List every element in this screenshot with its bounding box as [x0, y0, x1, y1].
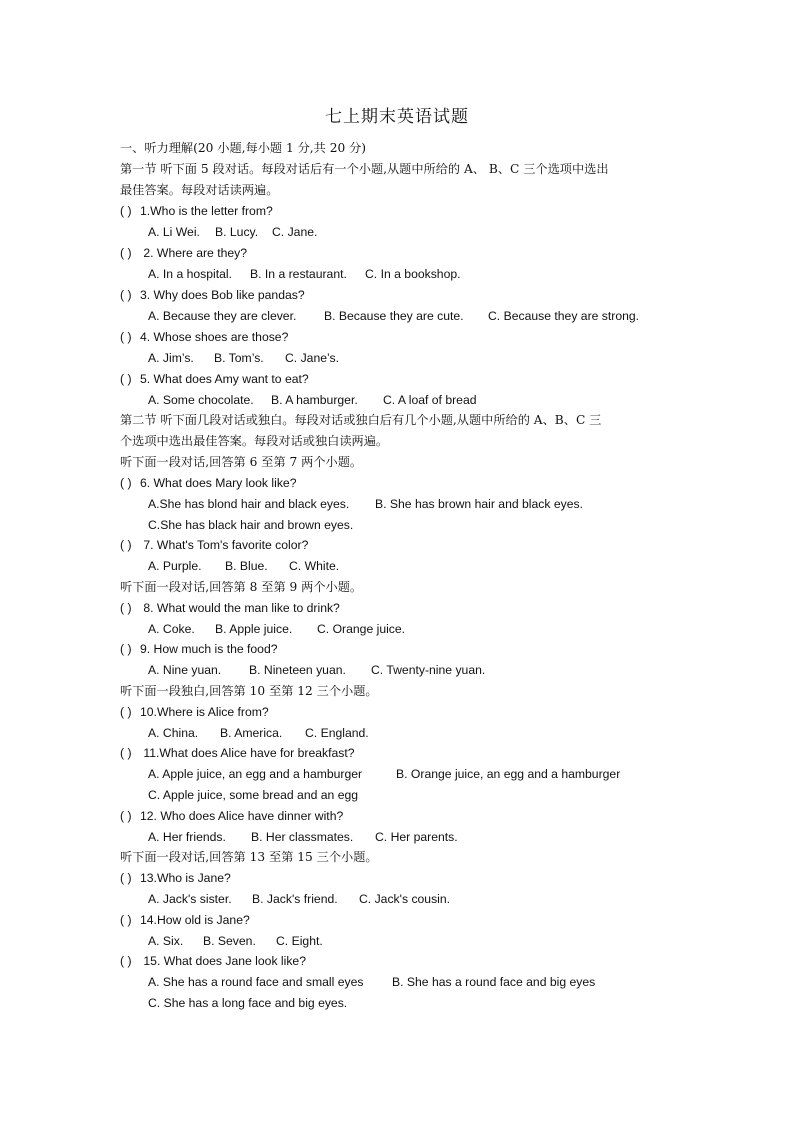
answer-bracket: ( ): [120, 538, 132, 552]
question-14: [120, 911, 680, 929]
q13-option-c: C. Jack's cousin.: [359, 892, 451, 906]
answer-bracket: ( ): [120, 246, 132, 260]
group-6-7-instruction: 听下面一段对话,回答第 6 至第 7 两个小题。: [120, 455, 363, 469]
question-8: [120, 599, 680, 617]
q1-option-c: C. Jane.: [272, 225, 318, 239]
q5-option-b: B. A hamburger.: [271, 393, 358, 407]
question-5: [120, 370, 680, 388]
q12-option-a: A. Her friends.: [148, 830, 226, 844]
q10-option-b: B. America.: [220, 726, 283, 740]
question-7: [120, 536, 680, 554]
q2-option-b: B. In a restaurant.: [250, 267, 347, 281]
question-3: [120, 286, 680, 304]
answer-bracket: ( ): [120, 330, 132, 344]
q1-option-b: B. Lucy.: [215, 225, 259, 239]
q6-option-b: B. She has brown hair and black eyes.: [375, 497, 583, 511]
question-11-text: 11.What does Alice have for breakfast?: [140, 746, 355, 760]
q11-option-a: A. Apple juice, an egg and a hamburger: [148, 767, 363, 781]
question-4-text: 4. Whose shoes are those?: [140, 330, 289, 344]
q6-option-a: A.She has blond hair and black eyes.: [148, 497, 350, 511]
q8-option-c: C. Orange juice.: [317, 622, 406, 636]
q11-option-c: C. Apple juice, some bread and an egg: [148, 788, 359, 802]
answer-bracket: ( ): [120, 705, 132, 719]
answer-bracket: ( ): [120, 601, 132, 615]
question-1-text: 1.Who is the letter from?: [140, 204, 273, 218]
group-13-15-instruction: 听下面一段对话,回答第 13 至第 15 三个小题。: [120, 850, 378, 864]
part2-instruction-line2: 个选项中选出最佳答案。每段对话或独白读两遍。: [120, 434, 389, 448]
q9-option-a: A. Nine yuan.: [148, 663, 222, 677]
answer-bracket: ( ): [120, 642, 132, 656]
q15-option-b: B. She has a round face and big eyes: [392, 975, 596, 989]
q6-option-c: C.She has black hair and brown eyes.: [148, 518, 354, 532]
question-8-text: 8. What would the man like to drink?: [140, 601, 340, 615]
answer-bracket: ( ): [120, 204, 132, 218]
question-10: [120, 703, 680, 721]
part1-instruction-line2: 最佳答案。每段对话读两遍。: [120, 183, 279, 197]
question-1: [120, 202, 680, 220]
q4-option-b: B. Tom’s.: [214, 351, 264, 365]
q14-option-a: A. Six.: [148, 934, 184, 948]
q7-option-c: C. White.: [289, 559, 340, 573]
q5-option-a: A. Some chocolate.: [148, 393, 254, 407]
q11-option-b: B. Orange juice, an egg and a hamburger: [396, 767, 621, 781]
q13-option-a: A. Jack's sister.: [148, 892, 232, 906]
q8-option-b: B. Apple juice.: [215, 622, 293, 636]
q8-option-a: A. Coke.: [148, 622, 195, 636]
q15-option-c: C. She has a long face and big eyes.: [148, 996, 348, 1010]
q4-option-c: C. Jane’s.: [285, 351, 339, 365]
page-title: 七上期末英语试题: [325, 107, 469, 127]
question-13-text: 13.Who is Jane?: [140, 871, 231, 885]
q15-option-a: A. She has a round face and small eyes: [148, 975, 364, 989]
part2-instruction-line1: 第二节 听下面几段对话或独白。每段对话或独白后有几个小题,从题中所给的 A、B、C 三: [120, 413, 602, 427]
question-11: [120, 744, 680, 762]
q4-option-a: A. Jim’s.: [148, 351, 194, 365]
question-4: [120, 328, 680, 346]
question-13: [120, 869, 680, 887]
question-15-text: 15. What does Jane look like?: [140, 954, 306, 968]
q3-option-c: C. Because they are strong.: [488, 309, 640, 323]
question-12-text: 12. Who does Alice have dinner with?: [140, 809, 344, 823]
answer-bracket: ( ): [120, 746, 132, 760]
q9-option-c: C. Twenty-nine yuan.: [371, 663, 486, 677]
group-8-9-instruction: 听下面一段对话,回答第 8 至第 9 两个小题。: [120, 580, 363, 594]
q5-option-c: C. A loaf of bread: [383, 393, 477, 407]
answer-bracket: ( ): [120, 476, 132, 490]
q2-option-a: A. In a hospital.: [148, 267, 233, 281]
answer-bracket: ( ): [120, 809, 132, 823]
question-2: [120, 244, 680, 262]
question-6: [120, 474, 680, 492]
question-12: [120, 807, 680, 825]
q3-option-b: B. Because they are cute.: [324, 309, 464, 323]
answer-bracket: ( ): [120, 871, 132, 885]
section-header: 一、听力理解(20 小题,每小题 1 分,共 20 分): [120, 141, 367, 155]
question-9-text: 9. How much is the food?: [140, 642, 278, 656]
question-15: [120, 952, 680, 970]
answer-bracket: ( ): [120, 913, 132, 927]
question-10-text: 10.Where is Alice from?: [140, 705, 269, 719]
question-6-text: 6. What does Mary look like?: [140, 476, 297, 490]
answer-bracket: ( ): [120, 372, 132, 386]
part1-instruction-line1: 第一节 听下面 5 段对话。每段对话后有一个小题,从题中所给的 A、 B、C 三个选项中选出: [120, 162, 609, 176]
q12-option-c: C. Her parents.: [375, 830, 458, 844]
question-9: [120, 640, 680, 658]
q1-option-a: A. Li Wei.: [148, 225, 200, 239]
answer-bracket: ( ): [120, 288, 132, 302]
question-5-text: 5. What does Amy want to eat?: [140, 372, 309, 386]
q14-option-c: C. Eight.: [276, 934, 323, 948]
q7-option-a: A. Purple.: [148, 559, 202, 573]
q2-option-c: C. In a bookshop.: [365, 267, 461, 281]
answer-bracket: ( ): [120, 954, 132, 968]
question-2-text: 2. Where are they?: [140, 246, 248, 260]
group-10-12-instruction: 听下面一段独白,回答第 10 至第 12 三个小题。: [120, 684, 378, 698]
q14-option-b: B. Seven.: [203, 934, 256, 948]
q13-option-b: B. Jack's friend.: [252, 892, 338, 906]
q10-option-a: A. China.: [148, 726, 199, 740]
q12-option-b: B. Her classmates.: [251, 830, 354, 844]
q3-option-a: A. Because they are clever.: [148, 309, 297, 323]
question-3-text: 3. Why does Bob like pandas?: [140, 288, 305, 302]
q7-option-b: B. Blue.: [225, 559, 268, 573]
q9-option-b: B. Nineteen yuan.: [249, 663, 346, 677]
q10-option-c: C. England.: [305, 726, 369, 740]
question-14-text: 14.How old is Jane?: [140, 913, 250, 927]
question-7-text: 7. What's Tom's favorite color?: [140, 538, 309, 552]
